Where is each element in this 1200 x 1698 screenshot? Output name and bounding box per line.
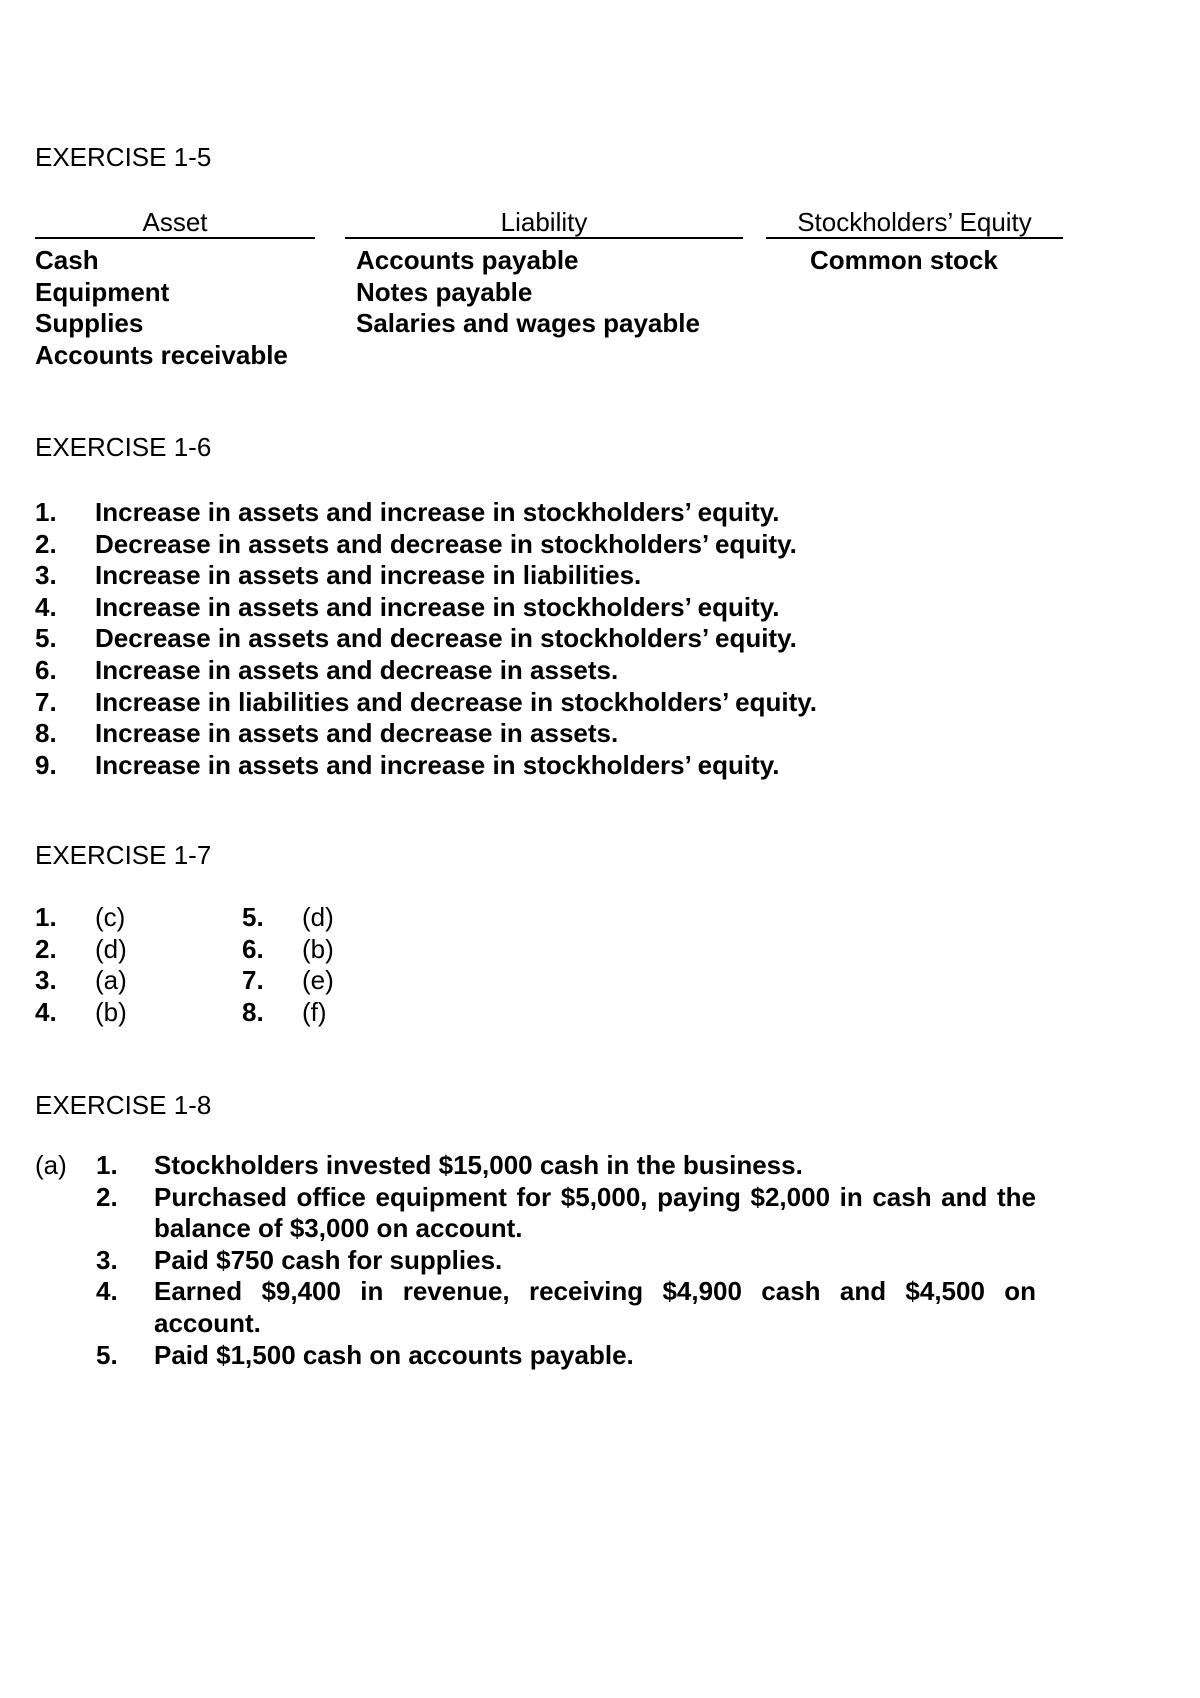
transaction-item [96,1340,1036,1372]
liability-column-header: Liability [345,207,743,239]
item-text: Increase in assets and decrease in assets. [95,718,619,749]
exercise-1-8-heading: EXERCISE 1-8 [35,1090,212,1120]
asset-list [35,245,288,371]
item-text: Paid $1,500 cash on accounts payable. [154,1339,634,1370]
item-text: Increase in assets and increase in stockholders’ equity. [95,497,780,527]
item-number: 5. [242,902,264,932]
answer-letter: (e) [302,965,334,996]
answer-letter: (f) [302,996,327,1027]
asset-column-header: Asset [35,207,315,239]
item-number: 3. [35,560,57,591]
liability-item: Salaries and wages payable [356,308,700,339]
answer-letter: (b) [302,933,334,964]
item-text: Increase in assets and increase in liabilities. [95,560,642,591]
equity-list [810,245,998,277]
asset-item: Accounts receivable [35,339,288,370]
item-number: 3. [96,1244,118,1275]
item-text: Stockholders invested $15,000 cash in the business. [154,1150,803,1180]
item-number: 1. [35,902,57,932]
item-number: 7. [242,965,264,996]
item-text: Earned $9,400 in revenue, receiving $4,900 cash and $4,500 on account. [154,1276,1036,1338]
transaction-item [96,1150,1036,1182]
item-number: 4. [96,1276,118,1307]
item-number: 5. [35,623,57,654]
answer-letter: (b) [95,996,127,1027]
item-number: 4. [35,996,57,1027]
item-number: 3. [35,965,57,996]
item-text: Increase in liabilities and decrease in stockholders’ equity. [95,686,818,717]
part-label: (a) [35,1150,67,1180]
item-text: Paid $750 cash for supplies. [154,1244,503,1275]
exercise-1-6-heading: EXERCISE 1-6 [35,432,212,462]
answer-letter: (d) [95,933,127,964]
item-number: 4. [35,591,57,622]
item-number: 2. [96,1181,118,1212]
item-text: Increase in assets and increase in stockholders’ equity. [95,749,780,780]
item-number: 9. [35,749,57,780]
item-number: 6. [35,654,57,685]
liability-list [356,245,700,340]
asset-item: Cash [35,245,99,275]
item-number: 2. [35,528,57,559]
transaction-item [96,1182,1036,1245]
item-number: 6. [242,933,264,964]
exercise-1-5-heading: EXERCISE 1-5 [35,142,212,172]
liability-item: Notes payable [356,276,533,307]
item-text: Decrease in assets and decrease in stockholders’ equity. [95,623,797,654]
item-number: 8. [35,718,57,749]
item-text: Increase in assets and increase in stockholders’ equity. [95,591,780,622]
item-text: Decrease in assets and decrease in stockholders’ equity. [95,528,797,559]
item-number: 8. [242,996,264,1027]
transaction-item [96,1245,1036,1277]
exercise-1-8-list [96,1150,1036,1371]
stockholders-equity-column-header: Stockholders’ Equity [766,207,1063,239]
answer-letter: (d) [302,902,334,932]
item-number: 1. [96,1150,118,1180]
item-number: 2. [35,933,57,964]
exercise-1-7-heading: EXERCISE 1-7 [35,840,212,870]
item-text: Purchased office equipment for $5,000, paying $2,000 in cash and the balance of $3,000 on account. [154,1181,1036,1244]
transaction-item [96,1276,1036,1339]
asset-item: Equipment [35,276,170,307]
item-number: 5. [96,1339,118,1370]
answer-letter: (c) [95,902,126,932]
equity-item: Common stock [810,245,998,275]
liability-item: Accounts payable [356,245,579,275]
item-number: 7. [35,686,57,717]
asset-item: Supplies [35,308,144,339]
item-text: Increase in assets and decrease in assets. [95,654,619,685]
item-number: 1. [35,497,57,527]
answer-letter: (a) [95,965,127,996]
